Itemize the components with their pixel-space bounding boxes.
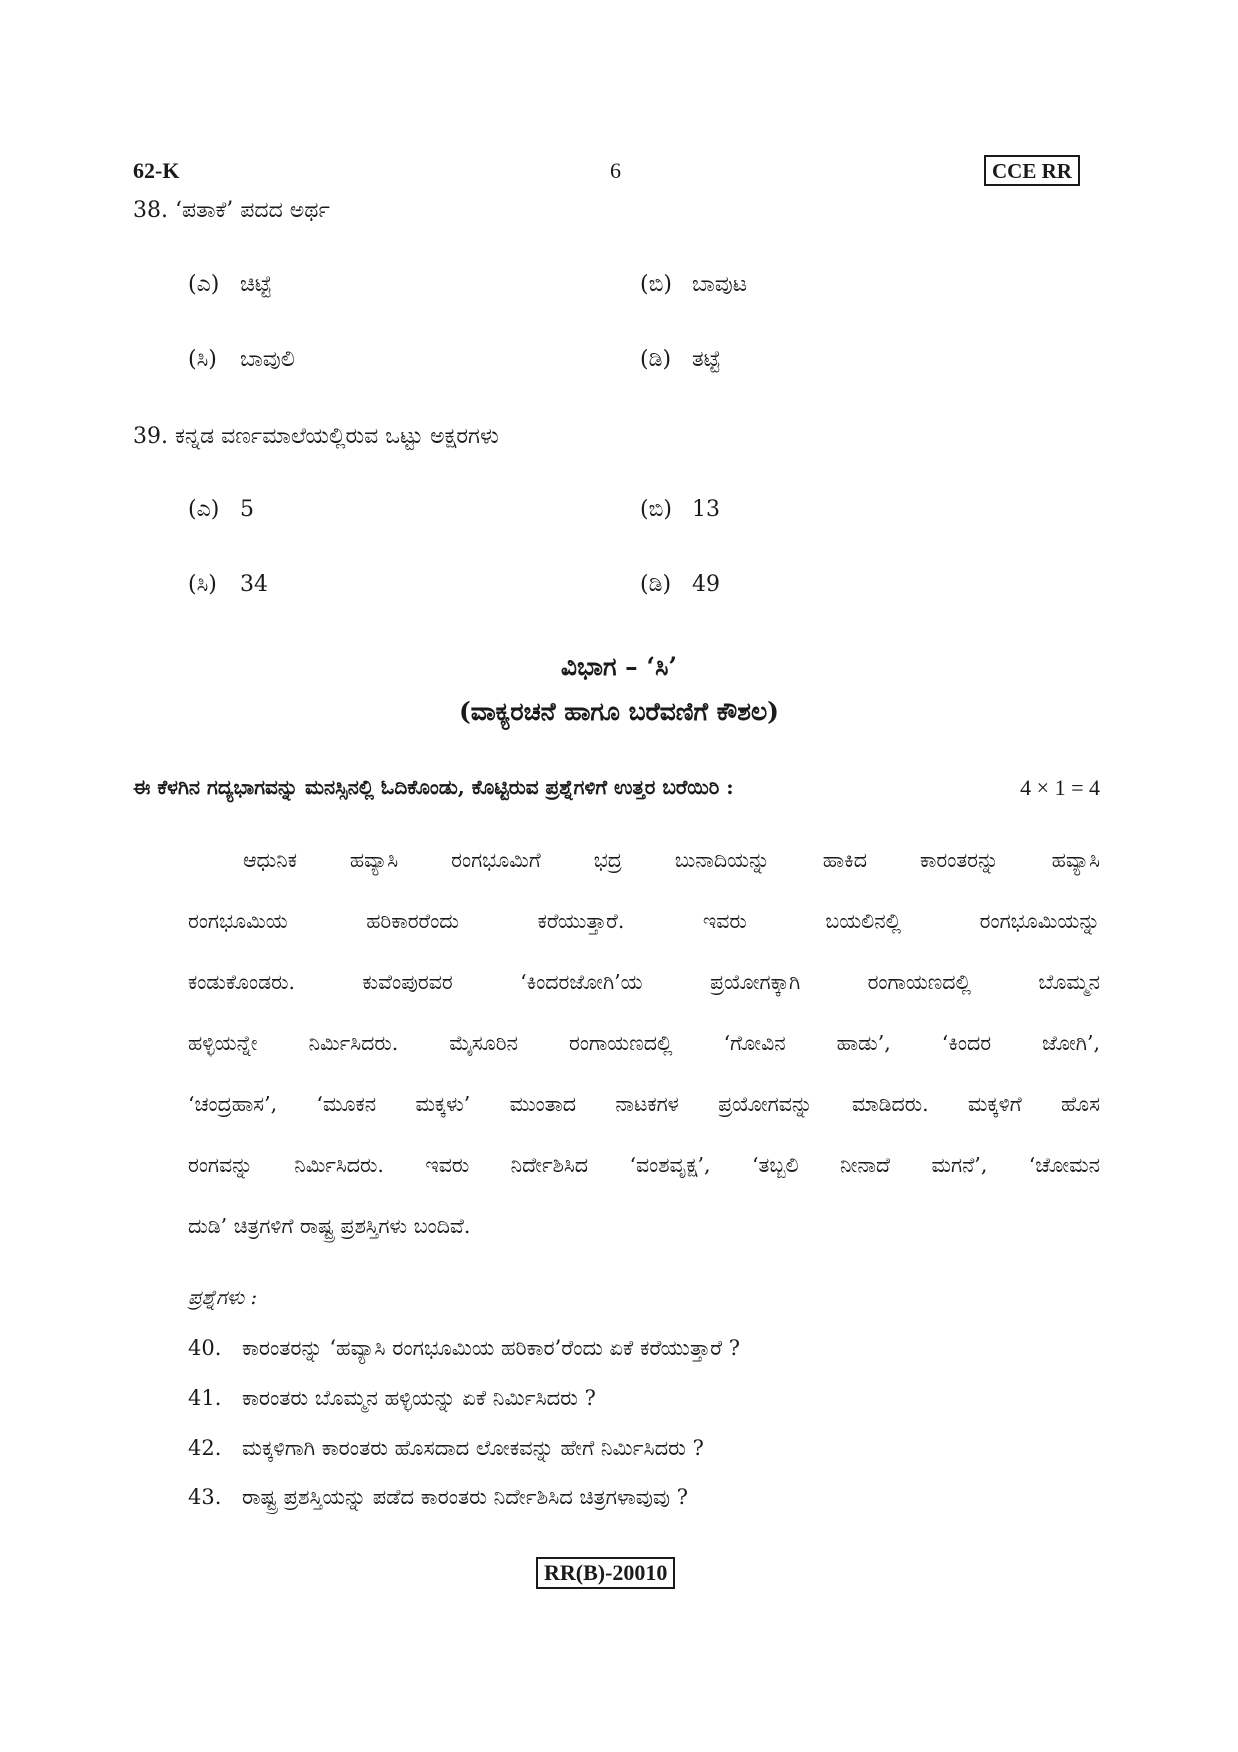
option-38-b — [640, 272, 747, 297]
question-38: 38. ‘ಪತಾಕೆ’ ಪದದ ಅರ್ಥ — [133, 198, 330, 223]
marks: 4 × 1 = 4 — [1020, 775, 1100, 800]
paper-code: 62-K — [133, 158, 180, 183]
passage-line: ದುಡಿ’ ಚಿತ್ರಗಳಿಗೆ ರಾಷ್ಟ್ರ ಪ್ರಶಸ್ತಿಗಳು ಬಂದಿವೆ. — [188, 1214, 471, 1238]
option-38-c — [188, 347, 295, 372]
option-label: (ಸಿ) — [188, 572, 217, 597]
option-text: ತಟ್ಟೆ — [692, 347, 721, 372]
option-label: (ಬಿ) — [640, 272, 672, 297]
question-text: ಮಕ್ಕಳಿಗಾಗಿ ಕಾರಂತರು ಹೊಸದಾದ ಲೋಕವನ್ನು ಹೇಗೆ ನಿರ್ಮಿಸಿದರು ? — [242, 1436, 704, 1460]
option-38-d — [640, 347, 721, 372]
question-number: 40. — [188, 1336, 222, 1360]
question-text: ಕಾರಂತರು ಬೊಮ್ಮನ ಹಳ್ಳಿಯನ್ನು ಏಕೆ ನಿರ್ಮಿಸಿದರು ? — [242, 1386, 596, 1410]
section-subtitle: (ವಾಕ್ಯರಚನೆ ಹಾಗೂ ಬರೆವಣಿಗೆ ಕೌಶಲ) — [458, 697, 780, 726]
question-number: 41. — [188, 1386, 222, 1410]
option-label: (ಡಿ) — [640, 572, 672, 597]
passage — [188, 846, 1100, 1273]
passage-line: ‘ಚಂದ್ರಹಾಸ’, ‘ಮೂಕನ ಮಕ್ಕಳು’ ಮುಂತಾದ ನಾಟಕಗಳ ಪ್ರಯೋಗವನ್ನು ಮಾಡಿದರು. ಮಕ್ಕಳಿಗೆ ಹೊಸ — [188, 1092, 1100, 1116]
question-41 — [188, 1386, 596, 1411]
option-label: (ಎ) — [188, 497, 220, 522]
question-text: ಕಾರಂತರನ್ನು ‘ಹವ್ಯಾಸಿ ರಂಗಭೂಮಿಯ ಹರಿಕಾರ’ರೆಂದು ಏಕೆ ಕರೆಯುತ್ತಾರೆ ? — [242, 1336, 741, 1360]
option-39-b — [640, 497, 720, 522]
instruction-text: ಈ ಕೆಳಗಿನ ಗದ್ಯಭಾಗವನ್ನು ಮನಸ್ಸಿನಲ್ಲಿ ಓದಿಕೊಂಡು, ಕೊಟ್ಟಿರುವ ಪ್ರಶ್ನೆಗಳಿಗೆ ಉತ್ತರ ಬರೆಯಿರಿ : — [133, 775, 734, 799]
option-text: 5 — [240, 497, 254, 522]
series-badge: CCE RR — [984, 155, 1080, 186]
question-number: 42. — [188, 1436, 222, 1460]
passage-line: ರಂಗಭೂಮಿಯ ಹರಿಕಾರರೆಂದು ಕರೆಯುತ್ತಾರೆ. ಇವರು ಬಯಲಿನಲ್ಲಿ ರಂಗಭೂಮಿಯನ್ನು — [188, 909, 1100, 933]
option-text: 34 — [240, 572, 268, 597]
question-text: ರಾಷ್ಟ್ರ ಪ್ರಶಸ್ತಿಯನ್ನು ಪಡೆದ ಕಾರಂತರು ನಿರ್ದೇಶಿಸಿದ ಚಿತ್ರಗಳಾವುವು ? — [242, 1485, 688, 1509]
option-39-c — [188, 572, 268, 597]
option-text: 13 — [692, 497, 720, 522]
option-text: 49 — [692, 572, 720, 597]
passage-line: ಆಧುನಿಕ ಹವ್ಯಾಸಿ ರಂಗಭೂಮಿಗೆ ಭದ್ರ ಬುನಾದಿಯನ್ನು ಹಾಕಿದ ಕಾರಂತರನ್ನು ಹವ್ಯಾಸಿ — [243, 848, 1100, 872]
option-39-a — [188, 497, 254, 522]
option-label: (ಬಿ) — [640, 497, 672, 522]
question-40 — [188, 1336, 740, 1361]
passage-line: ರಂಗವನ್ನು ನಿರ್ಮಿಸಿದರು. ಇವರು ನಿರ್ದೇಶಿಸಿದ ‘ವಂಶವೃಕ್ಷ’, ‘ತಬ್ಬಲಿ ನೀನಾದೆ ಮಗನೆ’, ‘ಚೋಮನ — [188, 1153, 1100, 1177]
option-text: ಬಾವುಲಿ — [240, 347, 295, 372]
section-title: ವಿಭಾಗ – ‘ಸಿ’ — [560, 652, 678, 681]
passage-line: ಹಳ್ಳಿಯನ್ನೇ ನಿರ್ಮಿಸಿದರು. ಮೈಸೂರಿನ ರಂಗಾಯಣದಲ್ಲಿ ‘ಗೋವಿನ ಹಾಡು’, ‘ಕಿಂದರ ಜೋಗಿ’, — [188, 1031, 1100, 1055]
instruction-row — [133, 775, 1100, 801]
option-text: ಚಿಟ್ಟೆ — [240, 272, 272, 297]
option-text: ಬಾವುಟ — [692, 272, 748, 297]
option-label: (ಡಿ) — [640, 347, 672, 372]
passage-line: ಕಂಡುಕೊಂಡರು. ಕುವೆಂಪುರವರ ‘ಕಿಂದರಜೋಗಿ’ಯ ಪ್ರಯೋಗಕ್ಕಾಗಿ ರಂಗಾಯಣದಲ್ಲಿ ಬೊಮ್ಮನ — [188, 970, 1100, 994]
question-42 — [188, 1436, 704, 1461]
option-label: (ಸಿ) — [188, 347, 217, 372]
question-number: 43. — [188, 1485, 222, 1509]
option-label: (ಎ) — [188, 272, 220, 297]
question-39: 39. ಕನ್ನಡ ವರ್ಣಮಾಲೆಯಲ್ಲಿರುವ ಒಟ್ಟು ಅಕ್ಷರಗಳು — [133, 424, 499, 449]
question-43 — [188, 1485, 688, 1510]
questions-heading: ಪ್ರಶ್ನೆಗಳು : — [188, 1285, 258, 1309]
page-number: 6 — [610, 158, 621, 183]
option-38-a — [188, 272, 272, 297]
footer-code: RR(B)-20010 — [536, 1557, 675, 1589]
option-39-d — [640, 572, 720, 597]
